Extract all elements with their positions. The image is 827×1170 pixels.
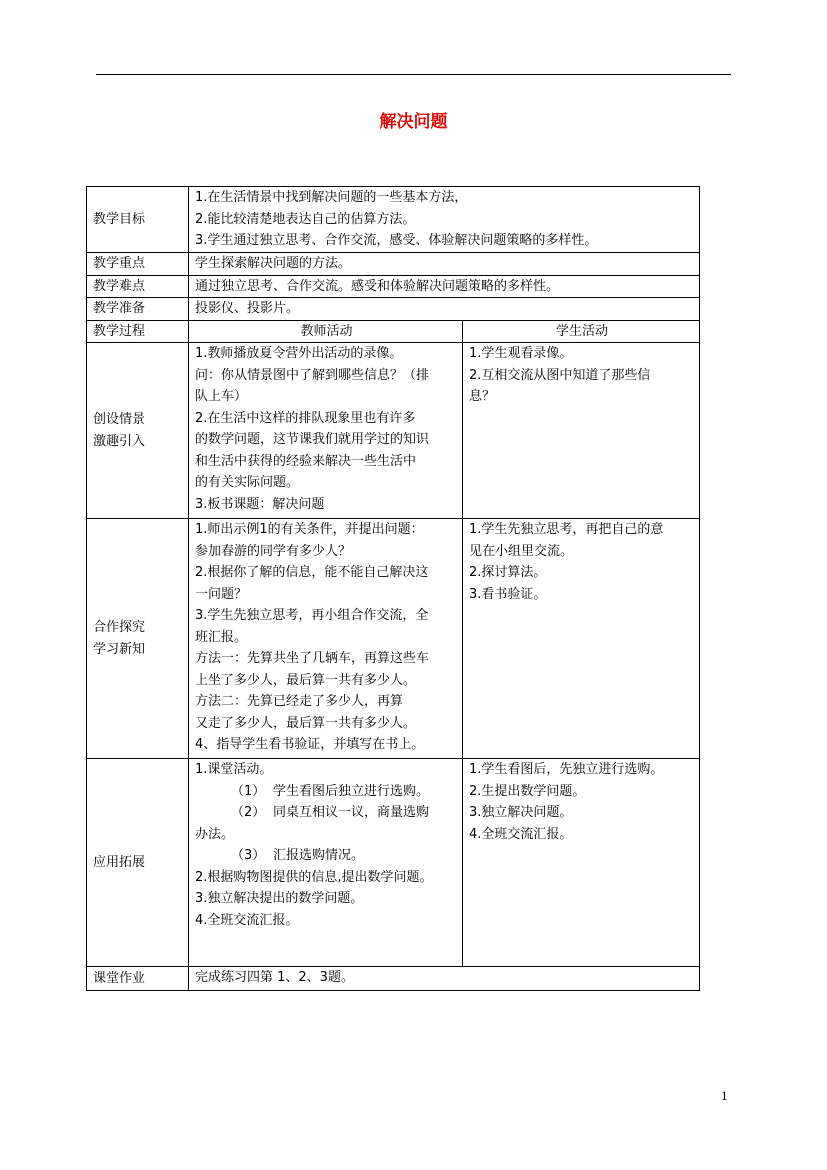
- objective-line: 2.能比较清楚地表达自己的估算方法。: [195, 211, 416, 227]
- teacher-line: 上坐了多少人，最后算一共有多少人。: [195, 672, 417, 688]
- row-homework: [87, 967, 700, 991]
- row-stage-exploration: [87, 519, 700, 759]
- teacher-line: 2.在生活中这样的排队现象里也有许多: [195, 410, 416, 426]
- row-difficulty: [87, 275, 700, 298]
- label-objectives: 教学目标: [87, 187, 189, 253]
- teacher-line: 班汇报。: [195, 629, 248, 645]
- teacher-line: 和生活中获得的经验来解决一些生活中: [195, 453, 417, 469]
- label-homework: 课堂作业: [87, 967, 189, 991]
- teacher-line: 1.师出示例1的有关条件，并提出问题：: [195, 522, 424, 537]
- subitem-text: 学生看图后独立进行选购。: [273, 783, 430, 799]
- stage-introduction-teacher: [189, 343, 463, 519]
- difficulty-text: 通过独立思考、合作交流。感受和体验解决问题策略的多样性。: [189, 275, 700, 298]
- teacher-line: 队上车）: [195, 389, 248, 404]
- teacher-line: 方法一：先算共坐了几辆车，再算这些车: [195, 651, 430, 666]
- objectives-content: [189, 187, 700, 253]
- stage-exploration-teacher: [189, 519, 463, 759]
- teacher-line: 2.根据购物图提供的信息,提出数学问题。: [195, 869, 433, 885]
- teacher-line: 1.教师播放夏令营外出活动的录像。: [195, 346, 403, 361]
- subitem-text: 汇报选购情况。: [273, 848, 365, 863]
- teacher-line: 问：你从情景图中了解到哪些信息？（排: [195, 367, 430, 383]
- objective-line: 3.学生通过独立思考、合作交流，感受、体验解决问题策略的多样性。: [195, 233, 598, 248]
- student-line: 3.独立解决问题。: [469, 805, 573, 820]
- teacher-line: 3.独立解决提出的数学问题。: [195, 891, 364, 906]
- student-line: 息？: [469, 389, 496, 404]
- student-line: 2.探讨算法。: [469, 565, 547, 580]
- student-line: 2.生提出数学问题。: [469, 783, 586, 799]
- teacher-subitem-2-continued: 办法。: [195, 826, 235, 842]
- stage-label-line: 学习新知: [93, 641, 146, 657]
- stage-introduction-student: [463, 343, 700, 519]
- document-title: 解决问题: [379, 112, 448, 132]
- teacher-subitem-3: [195, 845, 458, 867]
- student-line: 4.全班交流汇报。: [469, 826, 573, 842]
- teacher-line: 3.板书课题：解决问题: [195, 496, 325, 512]
- teacher-line: 又走了多少人，最后算一共有多少人。: [195, 715, 417, 731]
- subitem-number: （1）: [231, 783, 266, 799]
- stage-label-line: 合作探究: [93, 620, 146, 635]
- label-key-point: 教学重点: [87, 253, 189, 276]
- row-stage-application: [87, 759, 700, 967]
- row-stage-introduction: [87, 343, 700, 519]
- teacher-line: 一问题？: [195, 586, 248, 602]
- teacher-line: 1.课堂活动。: [195, 762, 273, 777]
- label-stage-introduction: [87, 343, 189, 519]
- teacher-line: 2.根据你了解的信息，能不能自己解决这: [195, 565, 429, 580]
- teacher-line: 的数学问题，这节课我们就用学过的知识: [195, 432, 430, 447]
- label-preparation: 教学准备: [87, 298, 189, 321]
- student-line: 3.看书验证。: [469, 586, 547, 602]
- row-objectives: [87, 187, 700, 253]
- student-line: 2.互相交流从图中知道了那些信: [469, 367, 651, 383]
- teacher-line: 的有关实际问题。: [195, 475, 300, 490]
- teacher-line: 3.学生先独立思考，再小组合作交流，全: [195, 608, 429, 623]
- header-student-activity: 学生活动: [463, 320, 700, 343]
- teacher-subitem-1: [195, 781, 458, 803]
- student-line: 1.学生看图后，先独立进行选购。: [469, 762, 664, 777]
- header-rule: [96, 74, 731, 75]
- stage-application-teacher: [189, 759, 463, 967]
- page-number: 1: [721, 1090, 728, 1103]
- stage-application-student: [463, 759, 700, 967]
- label-difficulty: 教学难点: [87, 275, 189, 298]
- student-line: 见在小组里交流。: [469, 543, 574, 559]
- teacher-line: 4.全班交流汇报。: [195, 912, 299, 928]
- row-process-header: [87, 320, 700, 343]
- header-teacher-activity: 教师活动: [189, 320, 463, 343]
- label-process: 教学过程: [87, 320, 189, 343]
- stage-label-line: 创设情景: [93, 412, 146, 427]
- row-key-point: [87, 253, 700, 276]
- key-point-text: 学生探索解决问题的方法。: [189, 253, 700, 276]
- preparation-text: 投影仪、投影片。: [189, 298, 700, 321]
- label-stage-application: 应用拓展: [87, 759, 189, 967]
- stage-exploration-student: [463, 519, 700, 759]
- label-stage-exploration: [87, 519, 189, 759]
- student-line: 1.学生观看录像。: [469, 346, 573, 361]
- stage-label-line: 激趣引入: [93, 433, 146, 449]
- student-line: 1.学生先独立思考，再把自己的意: [469, 522, 664, 537]
- objective-line: 1.在生活情景中找到解决问题的一些基本方法，: [195, 190, 468, 205]
- subitem-number: （2）: [231, 805, 266, 820]
- teacher-subitem-2: [195, 802, 458, 824]
- teacher-line: 方法二：先算已经走了多少人，再算: [195, 694, 404, 709]
- subitem-text: 同桌互相议一议，商量选购: [273, 805, 430, 820]
- row-preparation: [87, 298, 700, 321]
- teacher-line: 4、指导学生看书验证，并填写在书上。: [195, 737, 425, 752]
- homework-text: 完成练习四第 1、2、3题。: [189, 967, 700, 991]
- teacher-line: 参加春游的同学有多少人？: [195, 543, 352, 559]
- lesson-plan-table: [86, 186, 700, 991]
- subitem-number: （3）: [231, 848, 266, 863]
